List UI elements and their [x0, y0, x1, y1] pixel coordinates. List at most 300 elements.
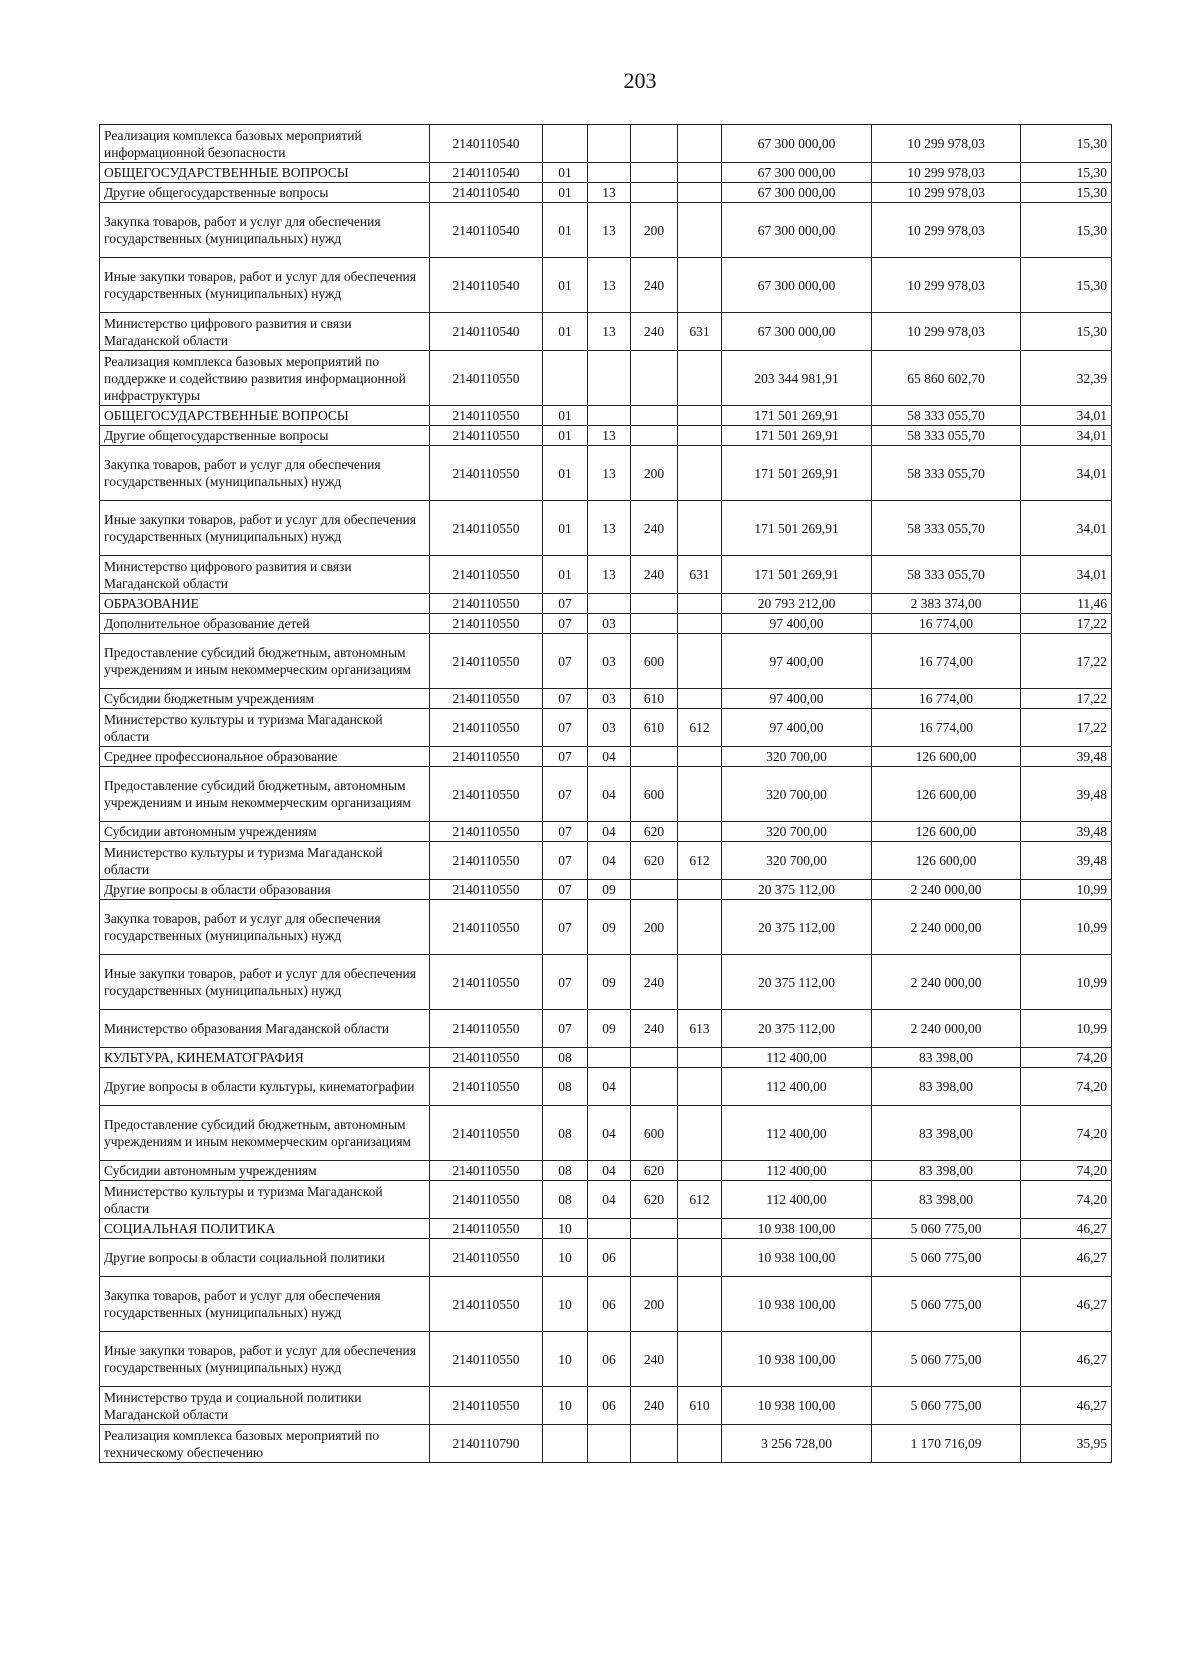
administrator-code — [678, 880, 722, 900]
administrator-code — [678, 1425, 722, 1463]
section-code: 07 — [543, 634, 588, 689]
executed-amount: 2 240 000,00 — [872, 955, 1021, 1010]
subsection-code: 13 — [588, 501, 631, 556]
executed-amount: 65 860 602,70 — [872, 351, 1021, 406]
section-code: 01 — [543, 446, 588, 501]
administrator-code — [678, 1277, 722, 1332]
table-row — [100, 842, 1112, 880]
table-row — [100, 501, 1112, 556]
administrator-code: 610 — [678, 1387, 722, 1425]
row-name: Реализация комплекса базовых мероприятий по техническому обеспечению — [100, 1425, 430, 1463]
section-code: 07 — [543, 1010, 588, 1048]
execution-percent: 17,22 — [1021, 614, 1112, 634]
execution-percent: 74,20 — [1021, 1181, 1112, 1219]
table-row — [100, 1387, 1112, 1425]
executed-amount: 10 299 978,03 — [872, 125, 1021, 163]
section-code: 10 — [543, 1239, 588, 1277]
subsection-code: 03 — [588, 614, 631, 634]
target-code: 2140110550 — [430, 1010, 543, 1048]
execution-percent: 46,27 — [1021, 1219, 1112, 1239]
execution-percent: 10,99 — [1021, 900, 1112, 955]
subsection-code: 06 — [588, 1387, 631, 1425]
executed-amount: 126 600,00 — [872, 747, 1021, 767]
executed-amount: 5 060 775,00 — [872, 1239, 1021, 1277]
administrator-code — [678, 446, 722, 501]
administrator-code — [678, 125, 722, 163]
section-code — [543, 125, 588, 163]
planned-amount: 203 344 981,91 — [722, 351, 872, 406]
execution-percent: 46,27 — [1021, 1277, 1112, 1332]
planned-amount: 171 501 269,91 — [722, 426, 872, 446]
expense-type-code — [631, 183, 678, 203]
target-code: 2140110540 — [430, 313, 543, 351]
row-name: Иные закупки товаров, работ и услуг для обеспечения государственных (муниципальных) нужд — [100, 1332, 430, 1387]
expense-type-code: 610 — [631, 709, 678, 747]
executed-amount: 126 600,00 — [872, 767, 1021, 822]
subsection-code — [588, 594, 631, 614]
table-row — [100, 1277, 1112, 1332]
execution-percent: 46,27 — [1021, 1332, 1112, 1387]
section-code: 10 — [543, 1332, 588, 1387]
execution-percent: 74,20 — [1021, 1048, 1112, 1068]
executed-amount: 10 299 978,03 — [872, 203, 1021, 258]
executed-amount: 10 299 978,03 — [872, 163, 1021, 183]
execution-percent: 15,30 — [1021, 313, 1112, 351]
execution-percent: 32,39 — [1021, 351, 1112, 406]
row-name: Иные закупки товаров, работ и услуг для обеспечения государственных (муниципальных) нужд — [100, 955, 430, 1010]
execution-percent: 34,01 — [1021, 426, 1112, 446]
table-row — [100, 822, 1112, 842]
row-name: Министерство образования Магаданской области — [100, 1010, 430, 1048]
planned-amount: 112 400,00 — [722, 1106, 872, 1161]
table-row — [100, 767, 1112, 822]
planned-amount: 320 700,00 — [722, 822, 872, 842]
planned-amount: 20 375 112,00 — [722, 955, 872, 1010]
administrator-code: 612 — [678, 1181, 722, 1219]
administrator-code — [678, 1068, 722, 1106]
administrator-code: 631 — [678, 556, 722, 594]
table-row — [100, 1068, 1112, 1106]
table-row — [100, 614, 1112, 634]
expense-type-code: 600 — [631, 1106, 678, 1161]
target-code: 2140110550 — [430, 1219, 543, 1239]
execution-percent: 39,48 — [1021, 747, 1112, 767]
execution-percent: 74,20 — [1021, 1161, 1112, 1181]
section-code: 07 — [543, 767, 588, 822]
section-code: 07 — [543, 900, 588, 955]
row-name: Иные закупки товаров, работ и услуг для обеспечения государственных (муниципальных) нужд — [100, 501, 430, 556]
section-code: 01 — [543, 163, 588, 183]
administrator-code — [678, 501, 722, 556]
expense-type-code — [631, 1425, 678, 1463]
executed-amount: 83 398,00 — [872, 1181, 1021, 1219]
table-row — [100, 1425, 1112, 1463]
planned-amount: 171 501 269,91 — [722, 556, 872, 594]
row-name: Министерство культуры и туризма Магаданской области — [100, 1181, 430, 1219]
target-code: 2140110550 — [430, 767, 543, 822]
subsection-code: 13 — [588, 313, 631, 351]
administrator-code — [678, 351, 722, 406]
expense-type-code: 620 — [631, 1181, 678, 1219]
row-name: Закупка товаров, работ и услуг для обеспечения государственных (муниципальных) нужд — [100, 446, 430, 501]
execution-percent: 34,01 — [1021, 446, 1112, 501]
subsection-code: 06 — [588, 1277, 631, 1332]
section-code: 07 — [543, 880, 588, 900]
executed-amount: 58 333 055,70 — [872, 446, 1021, 501]
planned-amount: 112 400,00 — [722, 1048, 872, 1068]
row-name: Среднее профессиональное образование — [100, 747, 430, 767]
target-code: 2140110550 — [430, 1387, 543, 1425]
table-row — [100, 313, 1112, 351]
executed-amount: 10 299 978,03 — [872, 183, 1021, 203]
expense-type-code: 240 — [631, 1332, 678, 1387]
execution-percent: 35,95 — [1021, 1425, 1112, 1463]
expense-type-code: 240 — [631, 313, 678, 351]
section-code: 07 — [543, 594, 588, 614]
administrator-code — [678, 822, 722, 842]
execution-percent: 39,48 — [1021, 822, 1112, 842]
subsection-code: 03 — [588, 709, 631, 747]
planned-amount: 171 501 269,91 — [722, 501, 872, 556]
administrator-code — [678, 767, 722, 822]
administrator-code — [678, 1239, 722, 1277]
table-row — [100, 1181, 1112, 1219]
planned-amount: 320 700,00 — [722, 842, 872, 880]
section-code: 08 — [543, 1068, 588, 1106]
subsection-code: 04 — [588, 767, 631, 822]
executed-amount: 10 299 978,03 — [872, 258, 1021, 313]
section-code: 07 — [543, 842, 588, 880]
section-code: 01 — [543, 313, 588, 351]
execution-percent: 17,22 — [1021, 689, 1112, 709]
expense-type-code: 240 — [631, 258, 678, 313]
executed-amount: 58 333 055,70 — [872, 406, 1021, 426]
execution-percent: 74,20 — [1021, 1068, 1112, 1106]
administrator-code — [678, 1161, 722, 1181]
executed-amount: 2 240 000,00 — [872, 900, 1021, 955]
administrator-code — [678, 163, 722, 183]
subsection-code: 04 — [588, 1181, 631, 1219]
section-code: 07 — [543, 822, 588, 842]
row-name: Другие вопросы в области образования — [100, 880, 430, 900]
expense-type-code — [631, 1239, 678, 1277]
planned-amount: 10 938 100,00 — [722, 1239, 872, 1277]
target-code: 2140110550 — [430, 842, 543, 880]
target-code: 2140110550 — [430, 880, 543, 900]
execution-percent: 46,27 — [1021, 1387, 1112, 1425]
executed-amount: 16 774,00 — [872, 634, 1021, 689]
planned-amount: 20 375 112,00 — [722, 880, 872, 900]
expense-type-code: 200 — [631, 203, 678, 258]
executed-amount: 2 383 374,00 — [872, 594, 1021, 614]
row-name: СОЦИАЛЬНАЯ ПОЛИТИКА — [100, 1219, 430, 1239]
table-row — [100, 1219, 1112, 1239]
expense-type-code: 200 — [631, 900, 678, 955]
expense-type-code — [631, 880, 678, 900]
administrator-code — [678, 1106, 722, 1161]
target-code: 2140110540 — [430, 183, 543, 203]
planned-amount: 320 700,00 — [722, 767, 872, 822]
table-row — [100, 880, 1112, 900]
subsection-code: 09 — [588, 955, 631, 1010]
table-row — [100, 1161, 1112, 1181]
subsection-code: 04 — [588, 747, 631, 767]
planned-amount: 97 400,00 — [722, 709, 872, 747]
administrator-code: 612 — [678, 709, 722, 747]
execution-percent: 46,27 — [1021, 1239, 1112, 1277]
expense-type-code — [631, 426, 678, 446]
subsection-code: 04 — [588, 1161, 631, 1181]
planned-amount: 20 375 112,00 — [722, 1010, 872, 1048]
section-code: 01 — [543, 501, 588, 556]
section-code: 10 — [543, 1219, 588, 1239]
target-code: 2140110550 — [430, 501, 543, 556]
section-code: 07 — [543, 614, 588, 634]
executed-amount: 16 774,00 — [872, 689, 1021, 709]
table-row — [100, 689, 1112, 709]
section-code: 08 — [543, 1106, 588, 1161]
subsection-code — [588, 1219, 631, 1239]
administrator-code — [678, 258, 722, 313]
executed-amount: 5 060 775,00 — [872, 1219, 1021, 1239]
row-name: Министерство цифрового развития и связи Магаданской области — [100, 556, 430, 594]
execution-percent: 17,22 — [1021, 634, 1112, 689]
subsection-code: 13 — [588, 258, 631, 313]
execution-percent: 10,99 — [1021, 880, 1112, 900]
executed-amount: 126 600,00 — [872, 822, 1021, 842]
administrator-code — [678, 406, 722, 426]
subsection-code: 13 — [588, 446, 631, 501]
table-row — [100, 556, 1112, 594]
planned-amount: 171 501 269,91 — [722, 446, 872, 501]
row-name: ОБЩЕГОСУДАРСТВЕННЫЕ ВОПРОСЫ — [100, 163, 430, 183]
executed-amount: 5 060 775,00 — [872, 1277, 1021, 1332]
executed-amount: 16 774,00 — [872, 709, 1021, 747]
row-name: КУЛЬТУРА, КИНЕМАТОГРАФИЯ — [100, 1048, 430, 1068]
target-code: 2140110550 — [430, 446, 543, 501]
table-row — [100, 351, 1112, 406]
executed-amount: 83 398,00 — [872, 1161, 1021, 1181]
section-code: 08 — [543, 1181, 588, 1219]
subsection-code: 09 — [588, 900, 631, 955]
expense-type-code — [631, 747, 678, 767]
section-code: 08 — [543, 1161, 588, 1181]
target-code: 2140110790 — [430, 1425, 543, 1463]
target-code: 2140110540 — [430, 258, 543, 313]
planned-amount: 320 700,00 — [722, 747, 872, 767]
section-code: 07 — [543, 689, 588, 709]
expense-type-code — [631, 594, 678, 614]
table-row — [100, 634, 1112, 689]
target-code: 2140110550 — [430, 406, 543, 426]
subsection-code: 06 — [588, 1239, 631, 1277]
subsection-code: 04 — [588, 842, 631, 880]
administrator-code — [678, 426, 722, 446]
section-code: 10 — [543, 1387, 588, 1425]
target-code: 2140110550 — [430, 634, 543, 689]
target-code: 2140110550 — [430, 1239, 543, 1277]
planned-amount: 20 793 212,00 — [722, 594, 872, 614]
table-row — [100, 747, 1112, 767]
subsection-code: 04 — [588, 822, 631, 842]
expense-type-code — [631, 614, 678, 634]
administrator-code — [678, 634, 722, 689]
target-code: 2140110540 — [430, 163, 543, 183]
subsection-code: 13 — [588, 183, 631, 203]
target-code: 2140110550 — [430, 614, 543, 634]
administrator-code — [678, 203, 722, 258]
planned-amount: 67 300 000,00 — [722, 313, 872, 351]
expense-type-code: 600 — [631, 634, 678, 689]
section-code: 10 — [543, 1277, 588, 1332]
executed-amount: 126 600,00 — [872, 842, 1021, 880]
execution-percent: 34,01 — [1021, 556, 1112, 594]
expense-type-code — [631, 1068, 678, 1106]
table-row — [100, 709, 1112, 747]
target-code: 2140110540 — [430, 203, 543, 258]
planned-amount: 3 256 728,00 — [722, 1425, 872, 1463]
subsection-code: 09 — [588, 880, 631, 900]
planned-amount: 97 400,00 — [722, 689, 872, 709]
expense-type-code: 200 — [631, 446, 678, 501]
execution-percent: 15,30 — [1021, 183, 1112, 203]
executed-amount: 5 060 775,00 — [872, 1387, 1021, 1425]
executed-amount: 83 398,00 — [872, 1068, 1021, 1106]
row-name: Субсидии бюджетным учреждениям — [100, 689, 430, 709]
table-row — [100, 258, 1112, 313]
section-code: 01 — [543, 426, 588, 446]
section-code: 01 — [543, 406, 588, 426]
section-code: 07 — [543, 955, 588, 1010]
execution-percent: 34,01 — [1021, 406, 1112, 426]
subsection-code — [588, 406, 631, 426]
administrator-code — [678, 614, 722, 634]
administrator-code — [678, 900, 722, 955]
administrator-code — [678, 747, 722, 767]
executed-amount: 2 240 000,00 — [872, 1010, 1021, 1048]
row-name: Министерство культуры и туризма Магаданской области — [100, 709, 430, 747]
expense-type-code — [631, 351, 678, 406]
section-code: 01 — [543, 258, 588, 313]
table-row — [100, 426, 1112, 446]
table-row — [100, 1106, 1112, 1161]
row-name: Другие общегосударственные вопросы — [100, 426, 430, 446]
row-name: Закупка товаров, работ и услуг для обеспечения государственных (муниципальных) нужд — [100, 1277, 430, 1332]
expense-type-code: 610 — [631, 689, 678, 709]
execution-percent: 10,99 — [1021, 955, 1112, 1010]
planned-amount: 112 400,00 — [722, 1181, 872, 1219]
planned-amount: 67 300 000,00 — [722, 163, 872, 183]
administrator-code: 613 — [678, 1010, 722, 1048]
target-code: 2140110550 — [430, 955, 543, 1010]
table-row — [100, 203, 1112, 258]
expense-type-code: 620 — [631, 822, 678, 842]
executed-amount: 83 398,00 — [872, 1106, 1021, 1161]
expense-type-code: 620 — [631, 842, 678, 880]
expense-type-code — [631, 125, 678, 163]
target-code: 2140110550 — [430, 1332, 543, 1387]
table-row — [100, 125, 1112, 163]
administrator-code — [678, 955, 722, 1010]
executed-amount: 2 240 000,00 — [872, 880, 1021, 900]
row-name: Предоставление субсидий бюджетным, автономным учреждениям и иным некоммерческим организациям — [100, 767, 430, 822]
executed-amount: 58 333 055,70 — [872, 501, 1021, 556]
subsection-code: 09 — [588, 1010, 631, 1048]
section-code: 08 — [543, 1048, 588, 1068]
planned-amount: 67 300 000,00 — [722, 183, 872, 203]
expense-type-code — [631, 1219, 678, 1239]
section-code — [543, 1425, 588, 1463]
executed-amount: 58 333 055,70 — [872, 426, 1021, 446]
table-body — [100, 125, 1112, 1463]
subsection-code — [588, 163, 631, 183]
section-code: 07 — [543, 747, 588, 767]
budget-table — [99, 124, 1112, 1463]
row-name: Предоставление субсидий бюджетным, автономным учреждениям и иным некоммерческим организациям — [100, 634, 430, 689]
target-code: 2140110550 — [430, 1277, 543, 1332]
table-row — [100, 1332, 1112, 1387]
execution-percent: 15,30 — [1021, 203, 1112, 258]
row-name: Субсидии автономным учреждениям — [100, 1161, 430, 1181]
planned-amount: 112 400,00 — [722, 1068, 872, 1106]
target-code: 2140110550 — [430, 1068, 543, 1106]
subsection-code: 03 — [588, 634, 631, 689]
administrator-code — [678, 1048, 722, 1068]
planned-amount: 97 400,00 — [722, 634, 872, 689]
row-name: Другие общегосударственные вопросы — [100, 183, 430, 203]
section-code — [543, 351, 588, 406]
subsection-code: 13 — [588, 556, 631, 594]
administrator-code — [678, 1219, 722, 1239]
executed-amount: 16 774,00 — [872, 614, 1021, 634]
planned-amount: 67 300 000,00 — [722, 125, 872, 163]
execution-percent: 15,30 — [1021, 258, 1112, 313]
executed-amount: 1 170 716,09 — [872, 1425, 1021, 1463]
executed-amount: 10 299 978,03 — [872, 313, 1021, 351]
subsection-code: 06 — [588, 1332, 631, 1387]
subsection-code — [588, 1425, 631, 1463]
subsection-code: 03 — [588, 689, 631, 709]
subsection-code: 13 — [588, 426, 631, 446]
planned-amount: 10 938 100,00 — [722, 1332, 872, 1387]
row-name: Предоставление субсидий бюджетным, автономным учреждениям и иным некоммерческим организациям — [100, 1106, 430, 1161]
planned-amount: 67 300 000,00 — [722, 203, 872, 258]
target-code: 2140110550 — [430, 351, 543, 406]
row-name: Министерство культуры и туризма Магаданской области — [100, 842, 430, 880]
target-code: 2140110550 — [430, 822, 543, 842]
executed-amount: 83 398,00 — [872, 1048, 1021, 1068]
expense-type-code: 200 — [631, 1277, 678, 1332]
table-row — [100, 1048, 1112, 1068]
table-row — [100, 446, 1112, 501]
execution-percent: 11,46 — [1021, 594, 1112, 614]
subsection-code — [588, 1048, 631, 1068]
planned-amount: 112 400,00 — [722, 1161, 872, 1181]
target-code: 2140110550 — [430, 426, 543, 446]
section-code: 01 — [543, 183, 588, 203]
expense-type-code: 240 — [631, 556, 678, 594]
planned-amount: 67 300 000,00 — [722, 258, 872, 313]
execution-percent: 39,48 — [1021, 842, 1112, 880]
row-name: Субсидии автономным учреждениям — [100, 822, 430, 842]
expense-type-code: 620 — [631, 1161, 678, 1181]
administrator-code: 631 — [678, 313, 722, 351]
expense-type-code: 240 — [631, 1387, 678, 1425]
target-code: 2140110550 — [430, 1181, 543, 1219]
planned-amount: 10 938 100,00 — [722, 1387, 872, 1425]
subsection-code: 13 — [588, 203, 631, 258]
expense-type-code — [631, 406, 678, 426]
